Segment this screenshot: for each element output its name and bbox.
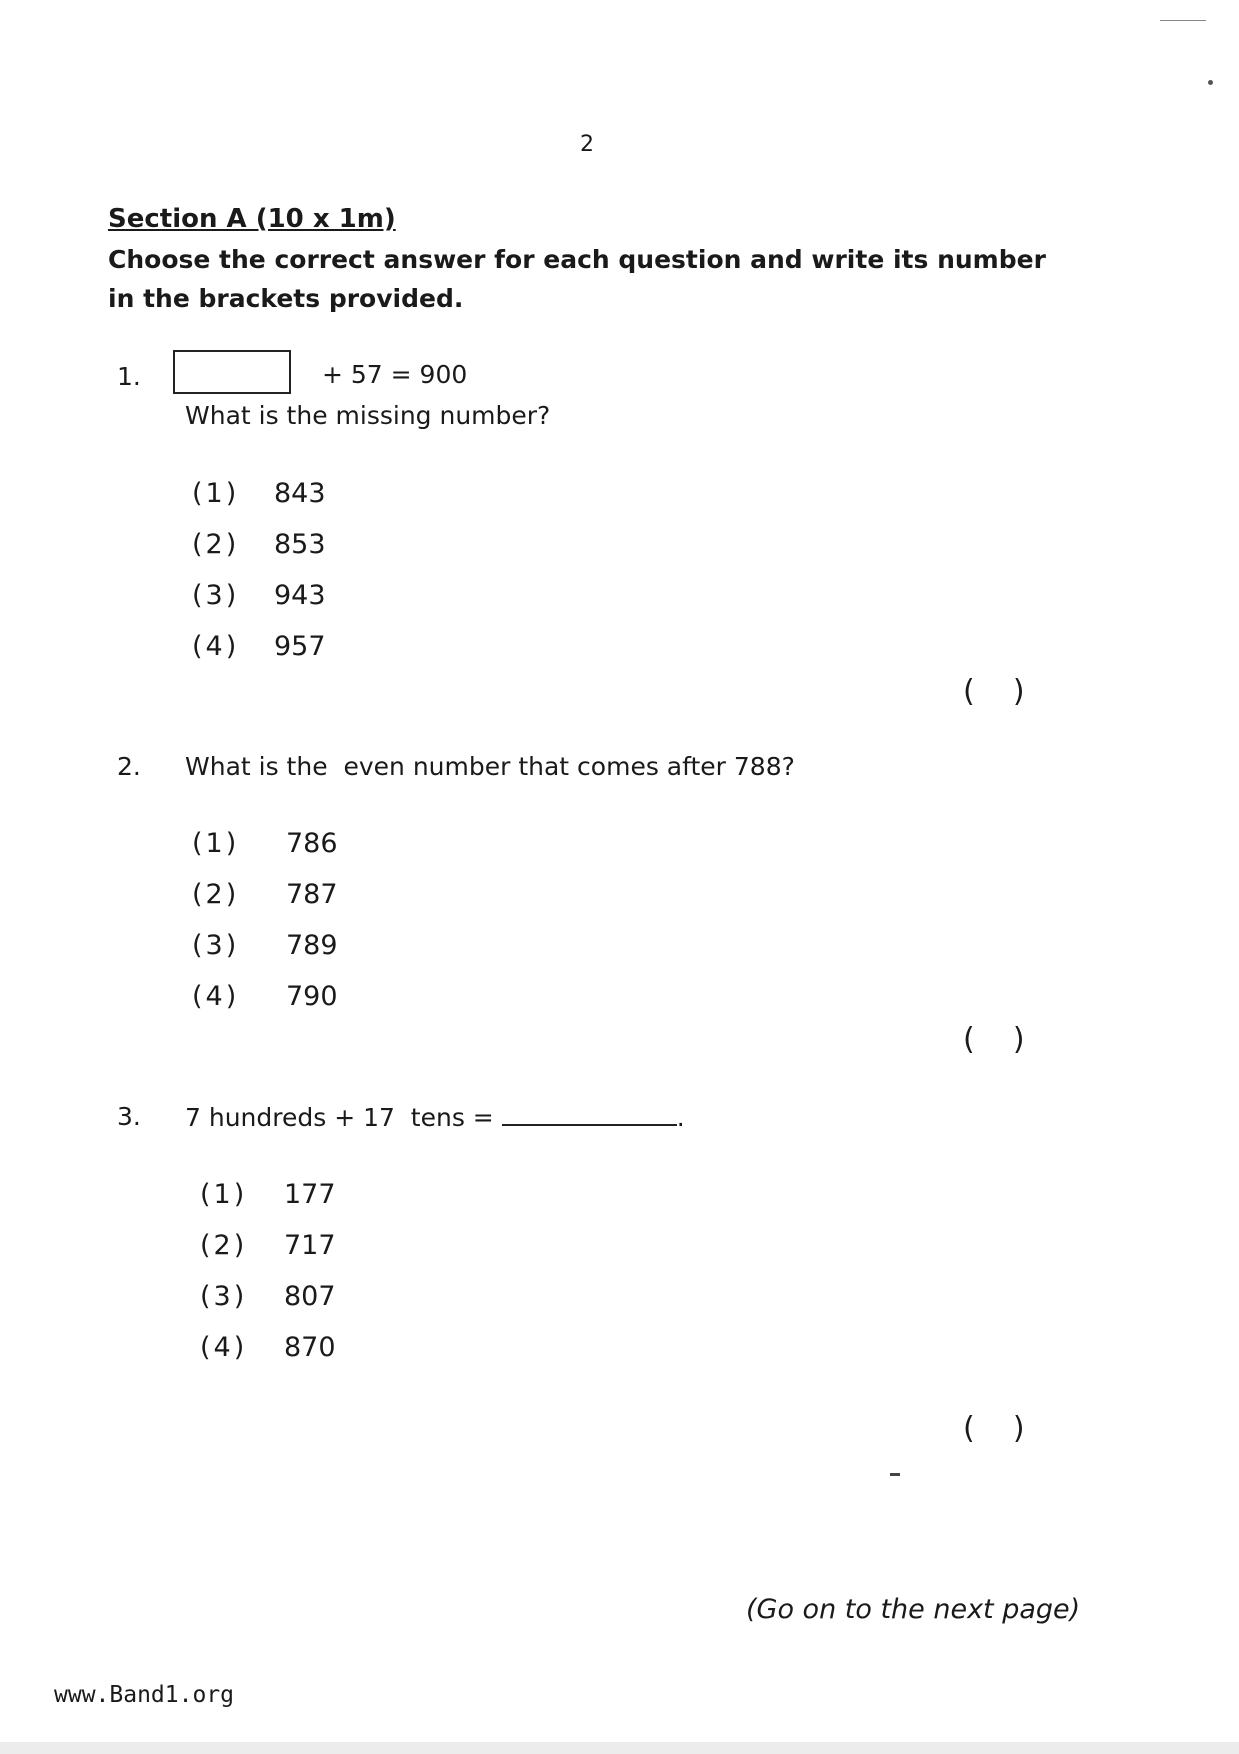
section-title: Section A (10 x 1m) — [108, 204, 396, 234]
question-3-option-1-label: (1) — [200, 1179, 248, 1210]
question-1-option-1-label: (1) — [192, 478, 240, 509]
missing-number-box — [173, 350, 291, 394]
question-1-number: 1. — [117, 362, 141, 391]
question-2-option-3-label: (3) — [192, 930, 240, 961]
question-1-option-4-label: (4) — [192, 631, 240, 662]
website-footer: www.Band1.org — [54, 1682, 235, 1708]
question-3-text-end: . — [676, 1103, 685, 1132]
scan-artifact — [890, 1473, 900, 1476]
question-2-text: What is the even number that comes after 788? — [185, 752, 795, 781]
question-2-option-3-value: 789 — [286, 930, 338, 961]
question-3-expression: 7 hundreds + 17 tens = — [185, 1103, 494, 1132]
question-3-option-2-value: 717 — [284, 1230, 336, 1261]
question-2-option-4-label: (4) — [192, 981, 240, 1012]
question-2-option-2-label: (2) — [192, 879, 240, 910]
question-2-number: 2. — [117, 752, 141, 781]
question-1-option-4-value: 957 — [274, 631, 326, 662]
scan-artifact — [1160, 20, 1206, 21]
question-1-option-2-label: (2) — [192, 529, 240, 560]
question-1-option-2-value: 853 — [274, 529, 326, 560]
next-page-note: (Go on to the next page) — [746, 1594, 1081, 1625]
question-3-option-3-value: 807 — [284, 1281, 336, 1312]
question-3-text — [185, 1102, 685, 1132]
question-2-option-2-value: 787 — [286, 879, 338, 910]
question-3-answer-bracket[interactable]: ( ) — [963, 1411, 1025, 1446]
page-number: 2 — [580, 132, 594, 157]
question-1-option-3-label: (3) — [192, 580, 240, 611]
question-2-answer-bracket[interactable]: ( ) — [963, 1022, 1025, 1057]
question-3-option-2-label: (2) — [200, 1230, 248, 1261]
scan-artifact — [1208, 80, 1213, 85]
question-1-option-1-value: 843 — [274, 478, 326, 509]
question-1-equation: + 57 = 900 — [322, 360, 468, 389]
question-1-option-3-value: 943 — [274, 580, 326, 611]
question-3-number: 3. — [117, 1102, 141, 1131]
page-bottom-edge — [0, 1742, 1239, 1754]
question-2-option-1-label: (1) — [192, 828, 240, 859]
question-2-option-4-value: 790 — [286, 981, 338, 1012]
question-3-option-1-value: 177 — [284, 1179, 336, 1210]
question-2-option-1-value: 786 — [286, 828, 338, 859]
section-instructions: Choose the correct answer for each question and write its number in the brackets provided. — [108, 245, 1046, 313]
question-3-option-4-value: 870 — [284, 1332, 336, 1363]
question-1-answer-bracket[interactable]: ( ) — [963, 674, 1025, 709]
question-3-option-3-label: (3) — [200, 1281, 248, 1312]
question-3-option-4-label: (4) — [200, 1332, 248, 1363]
answer-blank-line — [502, 1102, 677, 1126]
question-1-text: What is the missing number? — [185, 401, 551, 430]
